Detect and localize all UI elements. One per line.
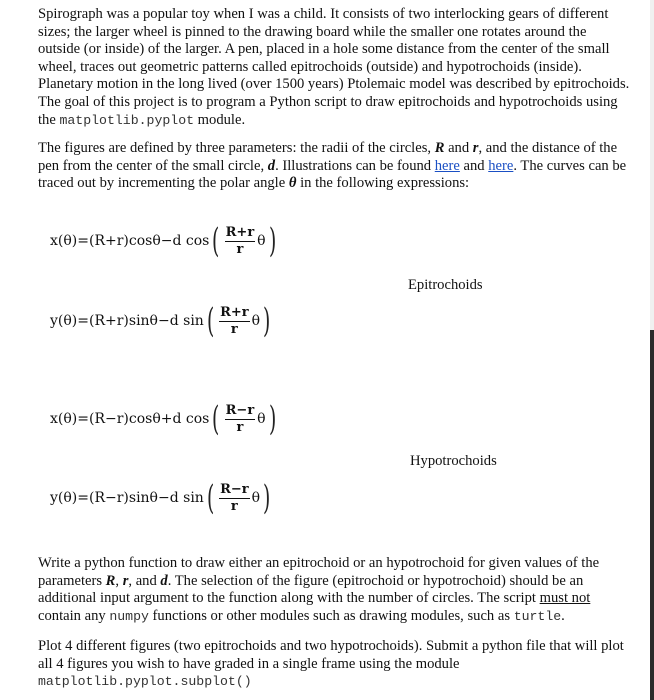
p3-text-c: contain any	[38, 607, 110, 624]
epitrochoids-label: Epitrochoids	[408, 277, 483, 293]
epi-x-left: x(θ)=(R+r)cosθ−d cos	[50, 233, 210, 249]
hypo-y-fraction	[219, 483, 250, 514]
epi-x-numerator: R+r	[225, 224, 255, 240]
right-paren: )	[268, 399, 276, 439]
here-link-1[interactable]: here	[434, 157, 460, 174]
subplot-code: matplotlib.pyplot.subplot()	[38, 674, 252, 690]
hypo-x-fraction	[225, 404, 256, 435]
scrollbar-thumb[interactable]	[650, 330, 654, 700]
p2-text-h: in the following expressions:	[296, 175, 470, 192]
hypotrochoid-x-equation	[50, 399, 279, 439]
right-paren: )	[263, 478, 271, 518]
param-r: r	[472, 140, 479, 156]
p3-sep-1: ,	[115, 572, 123, 589]
epi-y-left: y(θ)=(R+r)sinθ−d sin	[50, 313, 204, 329]
p3-param-r: r	[122, 572, 129, 589]
numpy-code: numpy	[109, 608, 149, 624]
param-R: R	[434, 140, 445, 156]
p2-text-c: , and the distance of the pen from the center of the small circle,	[38, 140, 618, 174]
parameters-paragraph	[38, 140, 630, 193]
hypo-x-numerator: R−r	[225, 402, 255, 418]
submission-paragraph	[38, 638, 630, 691]
left-paren: (	[206, 301, 215, 341]
epi-y-theta: θ	[251, 313, 261, 329]
epi-x-theta: θ	[257, 233, 266, 249]
p3-sep-2: , and	[128, 572, 161, 589]
turtle-code: turtle	[513, 608, 562, 624]
left-paren: (	[212, 221, 220, 261]
epi-y-fraction	[219, 306, 250, 337]
p2-text-f: and	[459, 157, 489, 174]
right-paren: )	[268, 221, 276, 261]
hypo-x-denominator: r	[236, 419, 244, 435]
task-paragraph	[38, 555, 630, 625]
p3-text-f: .	[561, 607, 565, 624]
hypo-y-denominator: r	[230, 498, 238, 514]
p3-text-a: Write a python function to draw either an epitrochoid or an hypotrochoid for given values of the parameters	[38, 555, 600, 589]
hypotrochoid-y-equation	[50, 478, 273, 518]
intro-text-end: module.	[194, 111, 246, 128]
left-paren: (	[206, 478, 215, 518]
epitrochoid-x-equation	[50, 221, 279, 261]
epitrochoid-y-equation	[50, 301, 273, 341]
p2-text-b: and	[444, 140, 473, 156]
param-theta: θ	[288, 175, 297, 192]
p3-param-R: R	[105, 572, 116, 589]
p2-text-a: The figures are defined by three parameters: the radii of the circles,	[38, 140, 435, 156]
hypo-x-theta: θ	[257, 411, 266, 427]
epi-y-denominator: r	[230, 321, 238, 337]
p2-text-g: . The curves can be traced out by incrementing the polar angle	[38, 157, 627, 192]
intro-text: Spirograph was a popular toy when I was a child. It consists of two interlocking gears of different sizes; the larger wheel is pinned to the drawing board while the smaller one rotates around the outside (or inside) of the larger. A pen, placed in a hole some distance from the center of the small wheel, traces out geometric patterns called epitrochoids (outside) and hypotrochoids (inside). Planetary motion in the long lived (over 1500 years) Ptolemaic model was described by epitrochoids. The goal of this project is to program a Python script to draw epitrochoids and hypotrochoids using the	[38, 6, 630, 128]
hypo-x-left: x(θ)=(R−r)cosθ+d cos	[50, 411, 210, 427]
epi-x-denominator: r	[236, 241, 244, 257]
hypotrochoids-label: Hypotrochoids	[410, 453, 497, 469]
p3-text-b: . The selection of the figure (epitrochoid or hypotrochoid) should be an additional input argument to the function along with the number of circles. The script	[38, 572, 584, 607]
p3-param-d: d	[160, 572, 168, 589]
hypo-y-left: y(θ)=(R−r)sinθ−d sin	[50, 490, 204, 506]
intro-code: matplotlib.pyplot	[59, 112, 195, 128]
param-d: d	[267, 157, 276, 174]
hypo-y-numerator: R−r	[220, 481, 249, 497]
p4-text: Plot 4 different figures (two epitrochoids and two hypotrochoids). Submit a python file that will plot all 4 figures you wish to have graded in a single frame using the module	[38, 638, 624, 672]
hypo-y-theta: θ	[251, 490, 261, 506]
here-link-2[interactable]: here	[488, 157, 514, 174]
p3-text-e: functions or other modules such as drawing modules, such as	[148, 607, 514, 624]
left-paren: (	[212, 399, 220, 439]
epi-x-fraction	[225, 226, 256, 257]
must-not-underlined: must not	[539, 590, 591, 607]
p2-text-e: . Illustrations can be found	[275, 157, 435, 174]
right-paren: )	[263, 301, 271, 341]
epi-y-numerator: R+r	[220, 304, 249, 320]
intro-paragraph	[38, 6, 630, 129]
